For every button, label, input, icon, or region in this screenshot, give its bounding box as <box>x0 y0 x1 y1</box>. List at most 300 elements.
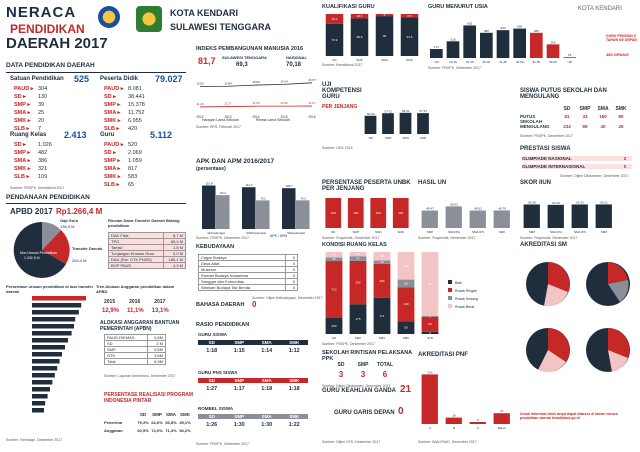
stat-label: PAUD ▸ <box>104 86 124 92</box>
stacked-data-label: 76.9 <box>331 37 338 42</box>
source-alokasi: Sumber: Laporan Kemenkeu, Desember 2017 <box>104 374 176 378</box>
stacked-data-label: 108 <box>403 263 409 268</box>
cell-label: TPG <box>109 239 164 245</box>
apk-legend-apk: APK <box>270 234 278 238</box>
stat-row <box>14 110 44 116</box>
bar <box>446 206 462 228</box>
title-pendidikan: PENDIDIKAN <box>10 22 85 36</box>
stacked-tick-label: SMP <box>354 336 362 340</box>
prestasi-label: OLIMPIADE NASIONAL <box>522 156 572 161</box>
uji-bar-chart <box>362 94 432 140</box>
tren-year: 2017 <box>154 299 166 305</box>
alokasi-table <box>104 334 166 365</box>
rasio-value: 1:30 <box>261 422 273 428</box>
bar-tick-label: SMK <box>419 136 427 140</box>
rasio-head <box>198 340 308 345</box>
satuan-label: Satuan Pendidikan <box>10 76 64 82</box>
bar-tick-label: SMA IPA <box>550 230 562 234</box>
rasio-head <box>198 414 308 419</box>
footer-note: Untuk informasi lebih lanjut dapat diakses di laman neraca pendidikan daerah kemdikbud.go.id <box>520 412 618 420</box>
stacked-data-label: 50 <box>404 325 408 330</box>
bar <box>494 210 510 228</box>
stacked-data-label: 100 <box>353 211 359 215</box>
stacked-data-label: 100 <box>330 211 336 215</box>
stacked-data-label: 8.5 <box>407 13 412 18</box>
bar-data-label: 115.8 <box>205 181 213 186</box>
stat-row <box>104 110 144 116</box>
persen-bar <box>32 303 81 308</box>
stat-value: 583 <box>128 174 138 180</box>
usia-bar <box>430 49 443 58</box>
stat-label: SMA ▸ <box>14 158 31 164</box>
source-skor: Sumber: Puspendik, Desember 2017 <box>520 236 578 240</box>
prestasi-value: 0 <box>623 164 627 169</box>
rasio-col: SD <box>208 378 215 383</box>
usia-data-label: 530 <box>500 26 506 31</box>
bar <box>572 204 588 228</box>
source-data: Sumber: PDSPK, Kemdikbud 2017 <box>10 186 65 190</box>
stacked-data-label: 5 <box>383 13 386 18</box>
stat-label: SMA ▸ <box>104 110 121 116</box>
ipm-data-label: 15.81 <box>196 81 204 86</box>
source-kualifikasi: Sumber: Kemdikbud 2017 <box>322 63 363 67</box>
putus-col: SMK <box>615 106 627 112</box>
bar <box>365 116 377 134</box>
realisasi-label: Anggaran <box>104 428 123 433</box>
stat-label: SD ▸ <box>14 94 26 100</box>
persentase-title: PERSENTASE PESERTA UNBK PER JENJANG <box>322 180 411 192</box>
stat-value: 420 <box>128 126 138 132</box>
stat-label: PAUD ▸ <box>104 142 124 148</box>
bar-data-label: 48.52 <box>474 206 482 211</box>
stat-label: SD ▸ <box>104 150 116 156</box>
guru-label: Guru <box>100 132 115 138</box>
rasio-col: SMK <box>289 340 300 345</box>
tren-value: 13,1% <box>151 308 169 314</box>
source-putus: Sumber: PDSPK, Desember 2017 <box>520 134 573 138</box>
rasio-col: SMA <box>261 340 272 345</box>
ipm-legend-rls: Rerata Lama Sekolah <box>256 118 290 122</box>
title-neraca: NERACA <box>6 4 77 21</box>
stat-row <box>104 94 145 100</box>
realisasi-col: SMA <box>166 412 176 417</box>
stat-row <box>14 158 47 164</box>
bahasa-title: BAHASA DAERAH <box>196 302 245 308</box>
ipm-data-label: 11.49 <box>196 101 204 106</box>
bar-tick-label: SMA IPA <box>448 230 460 234</box>
stacked-data-label: 133 <box>403 302 409 307</box>
bar-data-label: 90.2 <box>220 191 226 196</box>
divider <box>6 72 186 73</box>
source-hasil-un: Sumber: Puspendik, Desember 2017 <box>418 236 476 240</box>
cell-value: 180,1 M <box>163 257 185 263</box>
stacked-tick-label: SLB <box>427 336 433 340</box>
legend-swatch <box>448 280 452 284</box>
tren-values <box>102 308 169 314</box>
cell-label: Total <box>105 359 148 365</box>
kebudayaan-title: KEBUDAYAAN <box>196 244 235 250</box>
garis-value: 0 <box>398 406 404 417</box>
stat-value: 482 <box>38 150 48 156</box>
source-pendanaan: Sumber: Kemdagri, Desember 2017 <box>6 438 63 442</box>
apk-bar-chart <box>196 175 316 235</box>
stacked-data-label: 30 <box>404 281 408 286</box>
stat-value: 304 <box>38 86 48 92</box>
stat-row <box>104 182 134 188</box>
stat-value: 130 <box>38 94 48 100</box>
usia-note: GURU PENSIUN 5 TAHUN KE DEPAN <box>606 34 637 42</box>
stat-row <box>104 142 137 148</box>
data-pendidikan-title: DATA PENDIDIKAN DAERAH <box>6 62 95 69</box>
stat-label: SMK ▸ <box>14 166 31 172</box>
stat-label: SMP ▸ <box>14 150 31 156</box>
bar <box>296 200 310 229</box>
pendanaan-title: PENDANAAN PENDIDIKAN <box>6 194 90 201</box>
gaji-value: 136,9 M <box>60 224 75 229</box>
garis-title: GURU GARIS DEPAN <box>334 410 395 416</box>
stacked-data-label: 255 <box>355 280 361 285</box>
stat-value: 109 <box>38 174 48 180</box>
stat-label: SD ▸ <box>104 94 116 100</box>
stacked-tick-label: SD <box>331 336 337 340</box>
stat-row <box>104 150 142 156</box>
cell-value: 0,5M <box>147 347 165 353</box>
bar-tick-label: SMP <box>528 230 536 234</box>
stat-label: SMA ▸ <box>14 110 31 116</box>
ipm-prov-label: SULAWESI TENGGARA <box>222 55 267 60</box>
stat-label: SMK ▸ <box>14 118 31 124</box>
bar <box>202 186 216 229</box>
rintisan-value: 3 <box>360 370 366 379</box>
putus-col: SD <box>563 106 571 112</box>
rasio-group-label: GURU SISWA <box>198 332 228 337</box>
legend-label: Baik <box>455 281 462 285</box>
stat-label: SMA ▸ <box>104 166 121 172</box>
uji-subtitle: PER JENJANG <box>322 104 358 110</box>
ipm-data-label: 15.84 <box>224 81 232 86</box>
transfer-label: Transfer Daerah <box>72 246 103 251</box>
cell-label: Sanggar dan Komunitas <box>199 279 286 285</box>
akreditasi-sm-pies <box>520 250 638 410</box>
gaji-label: Gaji Guru <box>60 218 79 223</box>
cell-label: Rumah Budaya Nusantara <box>199 273 286 279</box>
realisasi-value: 64,6% <box>151 420 163 425</box>
bar-data-label: 27 <box>500 409 504 414</box>
usia-data-label: 480 <box>533 28 539 33</box>
persen-bar <box>32 401 45 406</box>
bar-data-label: 65.38 <box>528 200 536 205</box>
cell-label: Museum <box>199 267 286 273</box>
rintisan-value: 3 <box>338 370 344 379</box>
usia-data-label: 560 <box>517 24 523 29</box>
usia-tick-label: 46-50 <box>515 60 524 64</box>
putus-head <box>558 106 630 112</box>
prestasi-title: PRESTASI SISWA <box>520 146 571 152</box>
cell-label: Tunjangan Khusus Guru <box>109 251 164 257</box>
bar <box>470 211 486 228</box>
usia-bar <box>513 29 526 58</box>
usia-bar <box>497 30 510 58</box>
stacked-tick-label: SMA <box>381 58 388 62</box>
stacked-data-label: 85 <box>428 281 432 286</box>
rasio-col: SMP <box>234 414 245 419</box>
rasio-value: 1:15 <box>233 348 245 354</box>
bar-tick-label: SMK <box>498 230 506 234</box>
bar-data-label: 65.33 <box>576 200 584 205</box>
usia-bar <box>463 25 476 58</box>
cell-value: 2 M <box>147 341 165 347</box>
apk-legend: APK / APM <box>270 234 288 238</box>
bar <box>548 205 564 228</box>
kebudayaan-table <box>198 254 298 291</box>
realisasi-value: 45,1% <box>179 420 191 425</box>
source-prestasi: Sumber: Ditjen Dikdasmen, Desember 2017 <box>560 174 629 178</box>
stacked-tick-label: SMA <box>378 336 386 340</box>
bar-tick-label: Belum <box>497 426 507 430</box>
realisasi-head <box>136 412 192 417</box>
region-name: KOTA KENDARI <box>170 8 238 18</box>
putus-row <box>520 114 630 124</box>
usia-tick-label: 26-30 <box>449 60 457 64</box>
persen-bar-chart <box>6 296 96 416</box>
stat-value: 25 <box>38 110 45 116</box>
stat-label: SD ▸ <box>14 142 26 148</box>
usia-data-label: 620 <box>467 21 473 26</box>
tren-year: 2015 <box>104 299 116 305</box>
putus-value: 26 <box>618 124 624 129</box>
stat-value: 1.026 <box>38 142 52 148</box>
realisasi-value: 66,8% <box>165 420 177 425</box>
hasil-un-bar-chart <box>418 188 514 234</box>
usia-bar <box>480 33 493 58</box>
ipm-data-label: 16.24 <box>280 79 288 84</box>
cell-value: 6,9M <box>147 359 165 365</box>
stat-value: 8.081 <box>128 86 142 92</box>
ipm-data-label: 11.57 <box>224 101 232 106</box>
bar-tick-label: SMA IPS <box>471 230 485 234</box>
rasio-group-label: ROMBEL SISWA <box>198 406 234 411</box>
cell-label: GTK <box>105 353 148 359</box>
stat-row <box>104 174 137 180</box>
stat-value: 1.059 <box>128 158 142 164</box>
putus-label: MENGULANG <box>520 124 550 129</box>
table-row <box>199 285 298 291</box>
stacked-data-label: 100 <box>375 211 381 215</box>
stat-value: 7 <box>38 126 42 132</box>
rincian-table <box>108 232 186 269</box>
kondisi-stacked-bar-chart <box>322 250 502 340</box>
alokasi-title: ALOKASI ANGGARAN BANTUAN PEMERINTAH (APBN) <box>100 320 180 332</box>
stat-label: SLB ▸ <box>14 126 30 132</box>
tren-year: 2016 <box>129 299 141 305</box>
source-rintisan: Sumber: Ditjen Dikdasmen, Desember 2017 <box>322 384 391 388</box>
stat-label: SMK ▸ <box>104 118 121 124</box>
cell-value: 0,6M <box>147 335 165 341</box>
rasio-value: 1:17 <box>233 386 245 392</box>
bar-tick-label: SD <box>368 136 373 140</box>
rasio-value: 1:12 <box>288 348 300 354</box>
corner-label: KOTA KENDARI <box>578 6 622 12</box>
usia-data-label: 15 <box>567 53 572 58</box>
bar <box>400 113 412 134</box>
persen-bar <box>32 345 65 350</box>
bar <box>470 422 486 424</box>
prestasi-value: 2 <box>623 156 627 161</box>
legend-label: Rusak Berat <box>455 305 475 309</box>
bar <box>256 200 270 229</box>
bar-tick-label: B <box>452 426 456 430</box>
stat-label: SMP ▸ <box>14 102 31 108</box>
bar-tick-label: A <box>428 426 432 430</box>
ipm-tick-label: 2016 <box>308 115 316 119</box>
putus-title: SISWA PUTUS SEKOLAH DAN MENGULANG <box>520 88 607 100</box>
cell-label: Warisan Budaya Tak Benda <box>199 285 286 291</box>
putus-value: 89 <box>582 124 588 129</box>
table-row <box>105 359 166 365</box>
source-kondisi: Sumber: PDSPK, Desember 2017 <box>322 342 375 346</box>
unbk-bar-chart <box>322 196 412 234</box>
realisasi-row <box>104 420 192 425</box>
title-daerah: DAERAH 2017 <box>6 35 108 52</box>
putus-col: SMP <box>579 106 591 112</box>
rasio-title: RASIO PENDIDIKAN <box>196 322 250 328</box>
stat-row <box>104 158 142 164</box>
bar-data-label: 76.2 <box>260 196 266 201</box>
table-row <box>109 257 186 263</box>
usia-tick-label: >60 <box>567 60 573 64</box>
stacked-data-label: 89.5 <box>356 35 363 40</box>
persen-bar <box>32 359 60 364</box>
rintisan-col: SMP <box>357 362 369 368</box>
bar <box>382 113 394 134</box>
persen-bar <box>32 380 52 385</box>
stacked-data-label: 1 <box>429 314 431 319</box>
stacked-tick-label: SMK <box>402 336 410 340</box>
bar <box>422 374 438 424</box>
realisasi-row <box>104 428 192 433</box>
bar <box>524 204 540 228</box>
source-persentase: Sumber: Puspendik, Desember 2017 <box>322 236 380 240</box>
bar-tick-label: SMA <box>402 136 410 140</box>
apk-title: APK DAN APM 2016/2017 <box>196 158 275 165</box>
realisasi-title: PERSENTASE REALISASI PROGRAM INDONESIA PINTAR <box>104 392 194 404</box>
stat-label: SLB ▸ <box>104 126 120 132</box>
usia-tick-label: 51-55 <box>532 60 541 64</box>
divider <box>6 203 186 204</box>
persen-title: Persentase urusan pendidikan di luar transfer daerah <box>6 284 94 294</box>
cell-label: DAU (Est. GTK PNSD) <box>109 257 164 263</box>
persen-bar <box>32 324 74 329</box>
stacked-data-label: 68 <box>332 252 336 257</box>
cell-value: 0 <box>286 273 298 279</box>
rasio-col: SD <box>208 340 215 345</box>
legend-label: Rusak Ringan <box>455 289 477 293</box>
table-row <box>109 251 186 257</box>
ipm-data-label: 11.67 <box>308 101 316 106</box>
bar-tick-label: SMK <box>600 230 608 234</box>
stacked-data-label: 200 <box>331 324 337 329</box>
persen-bar <box>32 387 50 392</box>
ipm-line-chart <box>196 72 316 120</box>
source-ipm: Sumber: BPS, Februari 2017 <box>196 125 241 129</box>
ruang-total: 2.413 <box>64 130 87 140</box>
ipm-series-line <box>200 106 312 107</box>
ipm-title: INDEKS PEMBANGUNAN MANUSIA 2016 <box>196 46 304 52</box>
stat-label: SLB ▸ <box>14 174 30 180</box>
cell-label: Cagar Budaya <box>199 255 286 261</box>
cell-value: 0,0 M <box>163 251 185 257</box>
stat-label: SMK ▸ <box>104 174 121 180</box>
putus-row <box>520 124 630 129</box>
persen-bar <box>32 352 62 357</box>
realisasi-value: 54,2% <box>179 428 191 433</box>
stacked-data-label: 3 <box>429 330 431 335</box>
hasil-un-title: HASIL UN <box>418 180 447 186</box>
tren-years <box>104 299 165 305</box>
usia-bar <box>547 44 560 58</box>
bar <box>282 188 296 229</box>
cell-label: SD <box>105 341 148 347</box>
stacked-data-label: 25 <box>356 252 360 257</box>
cell-label: SMP <box>105 347 148 353</box>
stat-value: 321 <box>38 166 48 172</box>
bar-tick-label: SMP/sederajat <box>246 231 266 235</box>
province-name: SULAWESI TENGGARA <box>170 22 272 32</box>
bar <box>494 413 510 424</box>
stat-value: 11.752 <box>128 110 145 116</box>
realisasi-value: 79,3% <box>137 420 149 425</box>
keahlian-title: GURU KEAHLIAN GANDA <box>322 388 396 394</box>
cell-label: BOP PAUD <box>109 263 164 269</box>
ipm-data-label: 16.09 <box>252 80 260 85</box>
stat-value: 39 <box>38 102 45 108</box>
stat-label: SLB ▸ <box>104 182 120 188</box>
akreditasi-sm-title: AKREDITASI SM <box>520 242 567 248</box>
putus-value: 33 <box>582 114 588 119</box>
bar-data-label: 58.91 <box>401 108 410 113</box>
rasio-value: 1:14 <box>261 348 273 354</box>
bar-data-label: 48.79 <box>498 206 506 211</box>
realisasi-label: Penerima <box>104 420 123 425</box>
bar-data-label: 57.62 <box>384 109 393 114</box>
uji-title: UJI KOMPETENSI GURU <box>322 82 362 100</box>
putus-value: 80 <box>618 114 624 119</box>
kondisi-title: KONDISI RUANG KELAS <box>322 242 387 248</box>
legend-swatch <box>448 304 452 308</box>
cell-label: DAK Fisik <box>109 233 164 239</box>
stat-row <box>104 86 142 92</box>
stat-row <box>14 166 47 172</box>
stat-row <box>14 86 47 92</box>
rasio-value: 1:27 <box>206 386 218 392</box>
akreditasi-pnf-bar-chart <box>418 360 514 430</box>
ipm-tick-label: 2012 <box>196 115 204 119</box>
persen-bar <box>32 331 72 336</box>
persen-bar <box>32 310 79 315</box>
bar-data-label: 76.3 <box>300 196 306 201</box>
cell-value: 0 <box>286 279 298 285</box>
usia-bar-chart <box>428 12 578 64</box>
tren-title: Tren Alokasi Anggaran pendidikan dalam APBD <box>96 284 175 294</box>
rasio-value: 1:30 <box>233 422 245 428</box>
realisasi-value: 71,3% <box>165 428 177 433</box>
rasio-col: SMP <box>234 378 245 383</box>
stat-row <box>14 94 47 100</box>
rasio-col: SMP <box>234 340 245 345</box>
ipm-tick-label: 2015 <box>280 115 288 119</box>
ipm-data-label: 16.57 <box>308 77 316 82</box>
stat-row <box>14 142 52 148</box>
